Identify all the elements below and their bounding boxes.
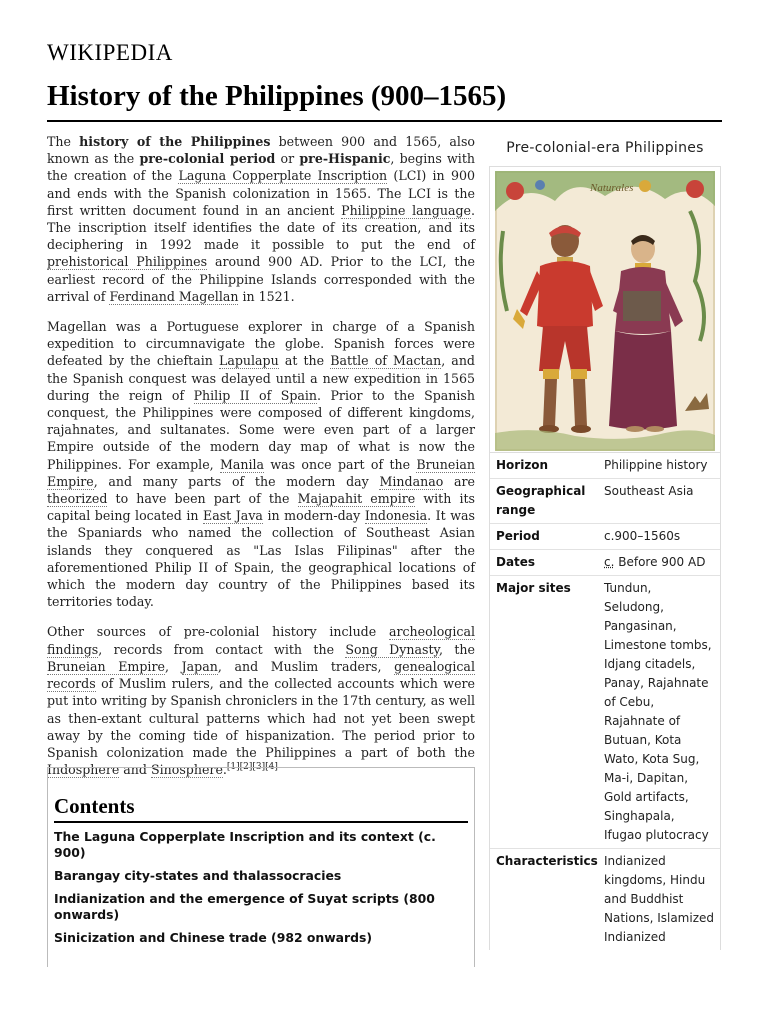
text-run: , begins with the creation of the	[47, 151, 475, 184]
infobox-caption: Pre-colonial-era Philippines	[506, 140, 704, 156]
article-link[interactable]: genealogical records	[47, 658, 475, 692]
text-run: of Muslim rulers, and the collected accounts which were put into writing by Spanish chroniclers in the 17th century, as well as then-extant cultural patterns which had not yet been swept away by the coming tide of hispanization. The period prior to Spanish colonization made the Philippines a part of both the	[47, 676, 475, 760]
article-link[interactable]: Philippine language	[341, 202, 471, 218]
infobox-label: Period	[496, 529, 540, 543]
infobox-value	[598, 576, 720, 848]
text-run: , and many parts of the modern day	[93, 473, 380, 489]
text-run: . It was the Spaniards who named the collection of Southeast Asian islands they conquered as "Las Islas Filipinas" after the aforementioned Philip II of Spain, the geographical locations of which the modern day country of the Philippines based its territories today.	[47, 508, 475, 610]
text-run: . Prior to the Spanish conquest, the Philippines were composed of different kingdoms, rajahnates, and sultanates. Some were even part of a larger Empire outside of the modern day map of what is now the Philippines. For example,	[47, 387, 475, 472]
text-run: Magellan was a Portuguese explorer in charge of a Spanish expedition to circumnavigate the globe. Spanish forces were defeated by the chieftain	[47, 319, 475, 369]
infobox	[489, 138, 721, 950]
article-link[interactable]: Battle of Mactan	[330, 353, 442, 369]
infobox-value-text: Philippine history	[604, 458, 708, 472]
magellan-paragraph	[47, 318, 475, 610]
text-run: , records from contact with the	[98, 641, 346, 657]
text-run: . The inscription itself identifies the date of its creation, and its deciphering in 1992 made it possible to put the end of	[47, 202, 475, 253]
infobox-image[interactable]	[490, 167, 720, 453]
infobox-label: Characteristics	[496, 854, 598, 868]
article-link[interactable]: Song Dynasty	[345, 641, 439, 657]
text-run: in 1521.	[238, 288, 295, 304]
infobox-value-text: Indianized kingdoms, Hindu and Buddhist Nations, Islamized Indianized	[604, 854, 714, 944]
infobox-row	[490, 550, 720, 576]
infobox-value	[598, 479, 720, 523]
article-link[interactable]: Indonesia	[364, 508, 428, 524]
bold-term: pre-Hispanic	[299, 151, 391, 167]
text-run: in modern-day	[262, 508, 365, 524]
infobox-value	[598, 453, 720, 478]
table-of-contents	[47, 767, 475, 967]
bold-term: pre-colonial period	[139, 151, 276, 167]
article-link[interactable]: Manila	[219, 456, 265, 472]
text-run: or	[275, 151, 300, 167]
article-link[interactable]: Bruneian Empire	[47, 658, 165, 674]
boxer-codex-illustration	[495, 171, 715, 451]
infobox-value-text: c.900–1560s	[604, 529, 681, 543]
article-link[interactable]: theorized	[47, 491, 108, 507]
text-run: , and the Spanish conquest was delayed until a new expedition in 1565 during the reign of	[47, 353, 475, 403]
infobox-label: Dates	[496, 555, 536, 569]
bold-term: history of the Philippines	[79, 134, 271, 149]
toc-list	[54, 829, 468, 946]
infobox-row	[490, 479, 720, 524]
text-run: , and Muslim traders,	[217, 658, 395, 674]
toc-item[interactable]: Sinicization and Chinese trade (982 onwards)	[54, 930, 373, 945]
sources-paragraph	[47, 623, 475, 778]
citation-refs[interactable]: [1][2][3][4]	[226, 761, 278, 772]
text-run: between 900 and 1565, also known as the	[47, 134, 476, 167]
infobox-value-text: Before 900 AD	[614, 555, 706, 569]
article-body	[47, 133, 475, 791]
text-run: and	[119, 762, 151, 778]
image-inscription: Naturales	[590, 182, 634, 194]
infobox-label: Geographical range	[496, 484, 586, 517]
circa-abbr: c.	[604, 555, 615, 569]
article-link[interactable]: East Java	[203, 508, 263, 524]
text-run: Other sources of pre-colonial history include	[47, 624, 389, 640]
text-run: , the	[438, 641, 475, 657]
article-link[interactable]: Ferdinand Magellan	[109, 288, 239, 304]
article-link[interactable]: prehistorical Philippines	[47, 254, 208, 270]
infobox-row	[490, 576, 720, 849]
infobox-value	[598, 849, 720, 950]
article-link[interactable]: Mindanao	[379, 473, 444, 489]
infobox-value	[598, 524, 720, 549]
article-link[interactable]: Indosphere	[47, 762, 120, 778]
page-title: History of the Philippines (900–1565)	[47, 78, 722, 122]
infobox-label: Major sites	[496, 581, 571, 595]
infobox-table	[489, 166, 721, 950]
infobox-value-text: Southeast Asia	[604, 484, 694, 498]
wikipedia-wordmark[interactable]: WIKIPEDIA	[47, 40, 173, 65]
text-run: .	[222, 762, 227, 778]
text-run: around 900 AD. Prior to the LCI, the earliest record of the Philippine Islands corresponded with the arrival of	[47, 254, 475, 304]
intro-paragraph	[47, 133, 475, 305]
text-run: The	[47, 134, 80, 149]
contents-heading: Contents	[54, 794, 468, 823]
article-link[interactable]: Laguna Copperplate Inscription	[178, 168, 388, 184]
article-link[interactable]: Majapahit empire	[297, 491, 416, 507]
article-link[interactable]: Bruneian Empire	[47, 456, 475, 489]
text-run: are	[443, 473, 475, 489]
infobox-row	[490, 524, 720, 550]
article-link[interactable]: Japan	[181, 658, 218, 674]
text-run: (LCI) in 900 and ends with the Spanish colonization in 1565. The LCI is the first written document found in an ancient	[47, 168, 475, 218]
infobox-value	[598, 550, 720, 575]
infobox-row	[490, 849, 720, 950]
toc-item[interactable]: Indianization and the emergence of Suyat scripts (800 onwards)	[54, 891, 435, 922]
infobox-value-text: Tundun, Seludong, Pangasinan, Limestone tombs, Idjang citadels, Panay, Rajahnate of Cebu, Rajahnate of Butuan, Kota Wato, Kota Sug, Ma-i, Dapitan, Gold artifacts, Singhapala, Ifugao plutocracy	[604, 581, 712, 842]
infobox-rows	[490, 453, 720, 950]
text-run: ,	[164, 658, 182, 674]
text-run: at the	[278, 353, 331, 369]
infobox-label: Horizon	[496, 458, 549, 472]
toc-item[interactable]: The Laguna Copperplate Inscription and its context (c. 900)	[54, 829, 436, 860]
article-link[interactable]: Philip II of Spain	[193, 387, 318, 403]
text-run: was once part of the	[264, 456, 417, 472]
toc-item[interactable]: Barangay city-states and thalassocracies	[54, 868, 342, 883]
article-link[interactable]: Sinosphere	[150, 762, 223, 778]
text-run: to have been part of the	[107, 491, 298, 507]
text-run: with its capital being located in	[47, 491, 475, 524]
article-link[interactable]: Lapulapu	[218, 353, 279, 369]
article-link[interactable]: archeological findings	[47, 624, 475, 657]
infobox-row	[490, 453, 720, 479]
